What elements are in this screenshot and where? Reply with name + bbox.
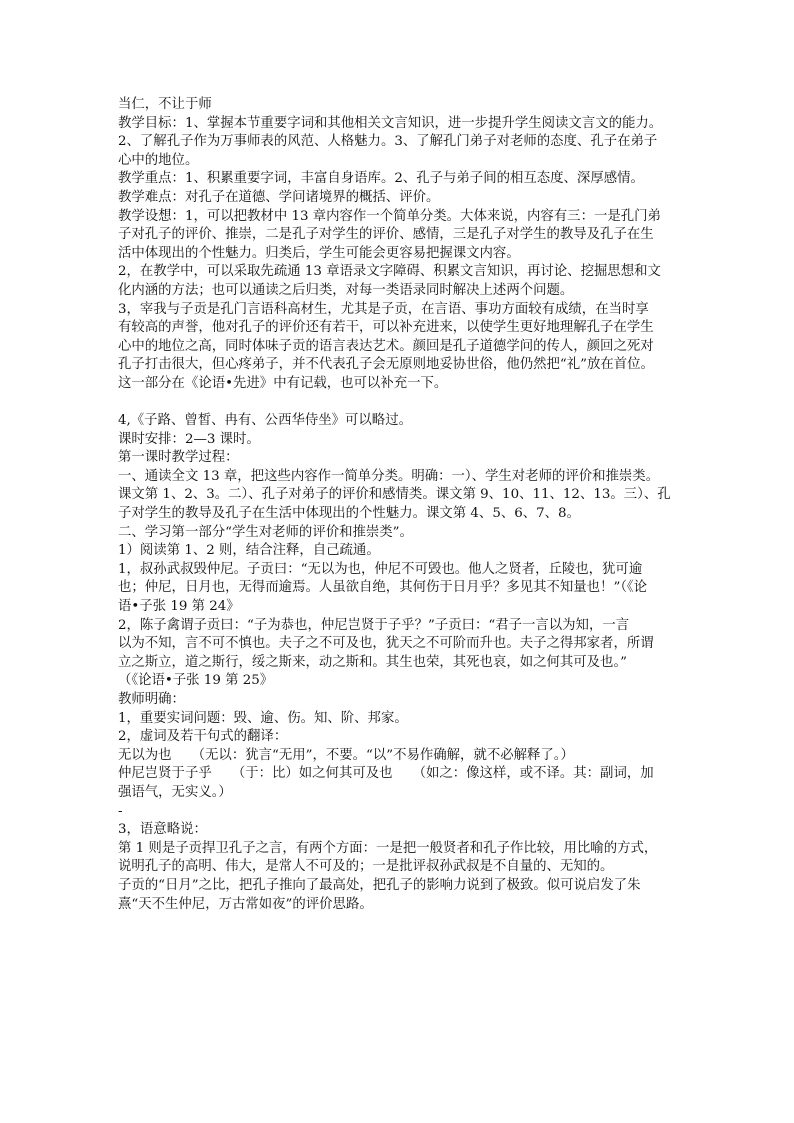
text-line: 1）阅读第 1、2 则，结合注释，自己疏通。 bbox=[118, 543, 380, 559]
text-line: （《论语•子张 19 第 25》 bbox=[118, 673, 274, 689]
text-line: 心中的地位。 bbox=[118, 152, 199, 168]
blank-line bbox=[118, 394, 678, 413]
text-line: 3，宰我与子贡是孔门言语科高材生，尤其是子贡，在言语、事功方面较有成绩，在当时享 bbox=[118, 301, 649, 317]
text-line: 有较高的声誉，他对孔子的评价还有若干，可以补充进来，以使学生更好地理解孔子在学生 bbox=[118, 320, 654, 336]
text-line: 教学目标：1、掌握本节重要字词和其他相关文言知识，进一步提升学生阅读文言文的能力。 bbox=[118, 115, 663, 131]
text-line: 语•子张 19 第 24》 bbox=[118, 599, 240, 615]
text-line: 2，陈子禽谓子贡曰：“子为恭也，仲尼岂贤于子乎？”子贡曰：“君子一言以为知，一言 bbox=[118, 617, 630, 633]
text-line: 无以为也 （无以：犹言“无用”，不要。“以”不易作确解，就不必解释了。） bbox=[118, 747, 574, 763]
text-line: 3，语意略说： bbox=[118, 822, 207, 838]
text-line: 1，叔孙武叔毁仲尼。子贡曰：“无以为也，仲尼不可毁也。他人之贤者，丘陵也，犹可逾 bbox=[118, 561, 643, 577]
text-line: 课时安排：2—3 课时。 bbox=[118, 431, 260, 447]
text-line: 2，在教学中，可以采取先疏通 13 章语录文字障碍、积累文言知识，再讨论、挖掘思想和文 bbox=[118, 264, 661, 280]
text-line: 2，虚词及若干句式的翻译： bbox=[118, 729, 288, 745]
text-line: 一、通读全文 13 章，把这些内容作一简单分类。明确：一）、学生对老师的评价和推崇类。 bbox=[118, 468, 660, 484]
text-line: 2、了解孔子作为万事师表的风范、人格魅力。3、了解孔门弟子对老师的态度、孔子在弟子 bbox=[118, 134, 658, 150]
text-line: 活中体现出的个性魅力。归类后，学生可能会更容易把握课文内容。 bbox=[118, 245, 520, 261]
text-line: - bbox=[118, 803, 123, 819]
text-line: 这一部分在《论语•先进》中有记载，也可以补充一下。 bbox=[118, 375, 448, 391]
text-line: 教学重点：1、积累重要字词，丰富自身语库。2、孔子与弟子间的相互态度、深厚感情。 bbox=[118, 171, 644, 187]
text-line: 说明孔子的高明、伟大，是常人不可及的；一是批评叔孙武叔是不自量的、无知的。 bbox=[118, 859, 614, 875]
text-line: 子对学生的教导及孔子在生活中体现出的个性魅力。课文第 4、5、6、7、8。 bbox=[118, 506, 580, 522]
document-body bbox=[118, 96, 678, 914]
text-line: 也；仲尼，日月也，无得而逾焉。人虽欲自绝，其何伤于日月乎？多见其不知量也！”（《论 bbox=[118, 580, 648, 596]
text-line: 强语气，无实义。） bbox=[118, 784, 232, 800]
doc-title: 当仁，不让于师 bbox=[118, 97, 212, 112]
text-line: 1，重要实词问题：毁、逾、伤。知、阶、邦家。 bbox=[118, 710, 408, 726]
text-line: 立之斯立，道之斯行，绥之斯来，动之斯和。其生也荣，其死也哀，如之何其可及也。” bbox=[118, 654, 627, 670]
text-line: 第 1 则是子贡捍卫孔子之言，有两个方面：一是把一般贤者和孔子作比较，用比喻的方式， bbox=[118, 840, 658, 856]
text-line: 心中的地位之高，同时体味子贡的语言表达艺术。颜回是孔子道德学问的传人，颜回之死对 bbox=[118, 338, 654, 354]
text-line: 教学设想：1，可以把教材中 13 章内容作一个简单分类。大体来说，内容有三：一是孔门弟 bbox=[118, 208, 661, 224]
text-line: 教师明确： bbox=[118, 692, 185, 707]
text-line: 子贡的“日月”之比，把孔子推向了最高处，把孔子的影响力说到了极致。似可说启发了朱 bbox=[118, 877, 641, 893]
text-line: 化内涵的方法；也可以通读之后归类，对每一类语录同时解决上述两个问题。 bbox=[118, 282, 574, 298]
text-line: 仲尼岂贤于子乎 （于：比）如之何其可及也 （如之：像这样，或不译。其：副词，加 bbox=[118, 766, 654, 782]
text-line: 子对孔子的评价、推崇，二是孔子对学生的评价、感情，三是孔子对学生的教导及孔子在生 bbox=[118, 227, 654, 243]
text-line: 第一课时教学过程： bbox=[118, 450, 239, 466]
text-line: 课文第 1、2、3。二）、孔子对弟子的评价和感情类。课文第 9、10、11、12、13。三）、孔 bbox=[118, 487, 671, 503]
text-line: 二、学习第一部分“学生对老师的评价和推崇类”。 bbox=[118, 524, 413, 540]
text-line: 熹“天不生仲尼，万古常如夜”的评价思路。 bbox=[118, 896, 373, 912]
text-line: 4,《子路、曾皙、冉有、公西华侍坐》可以略过。 bbox=[118, 413, 412, 429]
text-line: 教学难点：对孔子在道德、学问诸境界的概括、评价。 bbox=[118, 189, 440, 205]
text-line: 孔子打击很大，但心疼弟子，并不代表孔子会无原则地妥协世俗，他仍然把“礼”放在首位。 bbox=[118, 357, 654, 373]
text-line: 以为不知，言不可不慎也。夫子之不可及也，犹天之不可阶而升也。夫子之得邦家者，所谓 bbox=[118, 636, 654, 652]
